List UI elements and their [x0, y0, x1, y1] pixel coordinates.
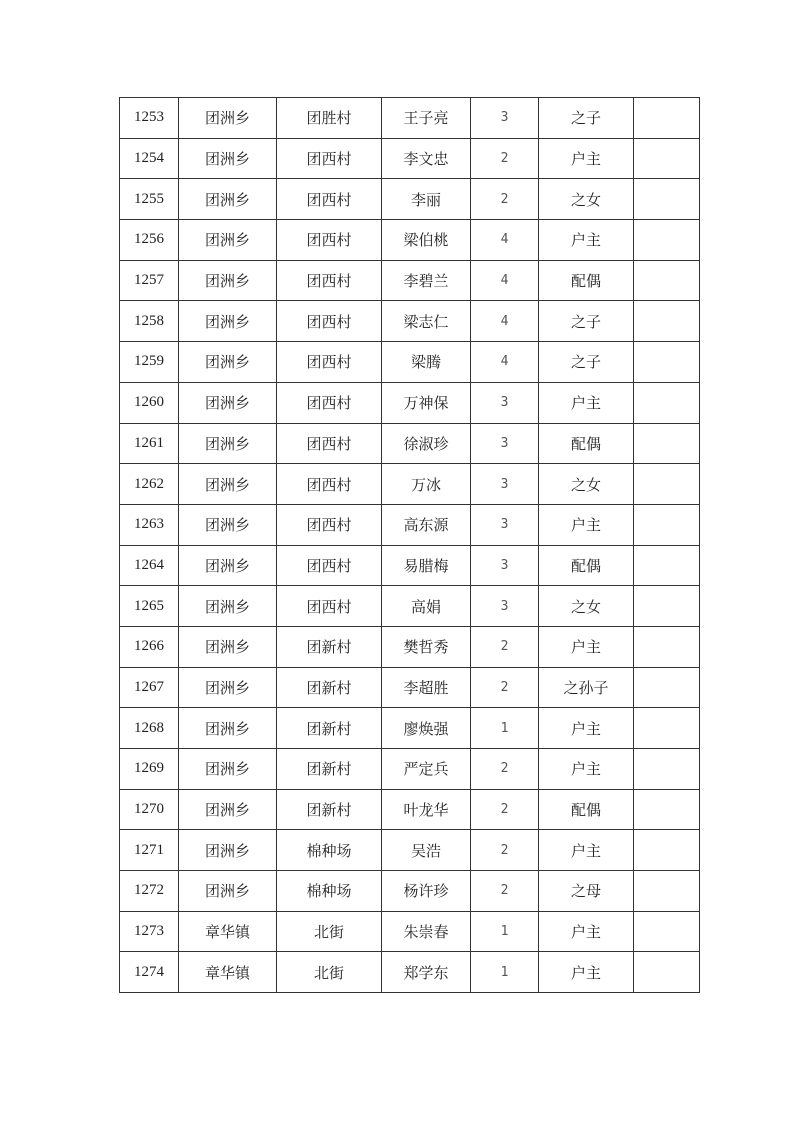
cell-household-size: 3 — [471, 586, 539, 627]
cell-household-size: 3 — [471, 504, 539, 545]
cell-household-size: 2 — [471, 626, 539, 667]
cell-note — [634, 911, 700, 952]
cell-name: 樊哲秀 — [382, 626, 471, 667]
cell-note — [634, 830, 700, 871]
cell-household-size: 2 — [471, 871, 539, 912]
cell-relation: 户主 — [539, 382, 634, 423]
cell-number: 1259 — [120, 342, 179, 383]
cell-note — [634, 464, 700, 505]
cell-number: 1260 — [120, 382, 179, 423]
roster-body — [120, 98, 700, 993]
cell-name: 梁伯桃 — [382, 220, 471, 261]
cell-number: 1272 — [120, 871, 179, 912]
cell-household-size: 4 — [471, 301, 539, 342]
cell-village: 团西村 — [277, 138, 382, 179]
cell-number: 1258 — [120, 301, 179, 342]
cell-name: 高东源 — [382, 504, 471, 545]
cell-relation: 之子 — [539, 342, 634, 383]
cell-name: 梁志仁 — [382, 301, 471, 342]
cell-relation: 之子 — [539, 301, 634, 342]
cell-note — [634, 586, 700, 627]
table-row — [120, 342, 700, 383]
cell-township: 团洲乡 — [179, 301, 277, 342]
cell-number: 1253 — [120, 98, 179, 139]
cell-township: 团洲乡 — [179, 464, 277, 505]
cell-number: 1265 — [120, 586, 179, 627]
cell-name: 李文忠 — [382, 138, 471, 179]
cell-number: 1254 — [120, 138, 179, 179]
cell-name: 吴浩 — [382, 830, 471, 871]
cell-relation: 户主 — [539, 911, 634, 952]
table-row — [120, 749, 700, 790]
cell-household-size: 3 — [471, 464, 539, 505]
table-row — [120, 871, 700, 912]
cell-number: 1269 — [120, 749, 179, 790]
cell-number: 1273 — [120, 911, 179, 952]
cell-household-size: 3 — [471, 545, 539, 586]
cell-village: 团胜村 — [277, 98, 382, 139]
table-row — [120, 98, 700, 139]
cell-household-size: 2 — [471, 830, 539, 871]
cell-name: 易腊梅 — [382, 545, 471, 586]
cell-township: 团洲乡 — [179, 504, 277, 545]
cell-name: 万冰 — [382, 464, 471, 505]
cell-village: 团新村 — [277, 708, 382, 749]
cell-township: 团洲乡 — [179, 749, 277, 790]
cell-name: 李超胜 — [382, 667, 471, 708]
cell-note — [634, 952, 700, 993]
cell-name: 严定兵 — [382, 749, 471, 790]
cell-township: 团洲乡 — [179, 423, 277, 464]
cell-relation: 配偶 — [539, 260, 634, 301]
cell-note — [634, 749, 700, 790]
cell-village: 团西村 — [277, 179, 382, 220]
table-row — [120, 545, 700, 586]
cell-household-size: 2 — [471, 789, 539, 830]
cell-number: 1262 — [120, 464, 179, 505]
cell-household-size: 1 — [471, 911, 539, 952]
table-row — [120, 667, 700, 708]
cell-village: 团西村 — [277, 504, 382, 545]
cell-number: 1267 — [120, 667, 179, 708]
cell-number: 1256 — [120, 220, 179, 261]
cell-village: 团西村 — [277, 301, 382, 342]
cell-number: 1268 — [120, 708, 179, 749]
cell-township: 团洲乡 — [179, 138, 277, 179]
table-row — [120, 220, 700, 261]
cell-number: 1257 — [120, 260, 179, 301]
table-row — [120, 179, 700, 220]
cell-household-size: 4 — [471, 260, 539, 301]
cell-village: 团西村 — [277, 382, 382, 423]
cell-note — [634, 708, 700, 749]
cell-name: 王子亮 — [382, 98, 471, 139]
cell-name: 李碧兰 — [382, 260, 471, 301]
cell-relation: 户主 — [539, 830, 634, 871]
cell-household-size: 4 — [471, 342, 539, 383]
cell-township: 团洲乡 — [179, 871, 277, 912]
cell-note — [634, 871, 700, 912]
cell-relation: 户主 — [539, 504, 634, 545]
cell-household-size: 3 — [471, 423, 539, 464]
cell-village: 团西村 — [277, 220, 382, 261]
cell-household-size: 2 — [471, 667, 539, 708]
cell-village: 北街 — [277, 952, 382, 993]
cell-name: 廖焕强 — [382, 708, 471, 749]
cell-township: 团洲乡 — [179, 342, 277, 383]
cell-village: 北街 — [277, 911, 382, 952]
cell-relation: 之子 — [539, 98, 634, 139]
cell-note — [634, 179, 700, 220]
cell-number: 1264 — [120, 545, 179, 586]
table-row — [120, 911, 700, 952]
cell-number: 1266 — [120, 626, 179, 667]
cell-relation: 户主 — [539, 952, 634, 993]
cell-relation: 之女 — [539, 586, 634, 627]
cell-township: 团洲乡 — [179, 179, 277, 220]
table-row — [120, 626, 700, 667]
cell-township: 团洲乡 — [179, 260, 277, 301]
cell-relation: 配偶 — [539, 423, 634, 464]
cell-name: 高娟 — [382, 586, 471, 627]
cell-relation: 户主 — [539, 220, 634, 261]
cell-relation: 户主 — [539, 138, 634, 179]
cell-township: 团洲乡 — [179, 220, 277, 261]
cell-note — [634, 789, 700, 830]
table-row — [120, 708, 700, 749]
cell-relation: 之女 — [539, 179, 634, 220]
cell-township: 团洲乡 — [179, 708, 277, 749]
cell-note — [634, 220, 700, 261]
table-row — [120, 464, 700, 505]
cell-village: 团新村 — [277, 626, 382, 667]
cell-household-size: 4 — [471, 220, 539, 261]
cell-village: 团新村 — [277, 667, 382, 708]
cell-name: 杨许珍 — [382, 871, 471, 912]
cell-name: 万神保 — [382, 382, 471, 423]
cell-relation: 配偶 — [539, 789, 634, 830]
cell-note — [634, 382, 700, 423]
cell-household-size: 1 — [471, 952, 539, 993]
table-row — [120, 138, 700, 179]
cell-relation: 之母 — [539, 871, 634, 912]
roster-table — [119, 97, 700, 993]
table-row — [120, 830, 700, 871]
cell-household-size: 3 — [471, 98, 539, 139]
cell-relation: 户主 — [539, 626, 634, 667]
cell-township: 章华镇 — [179, 952, 277, 993]
cell-household-size: 2 — [471, 138, 539, 179]
cell-relation: 户主 — [539, 708, 634, 749]
table-row — [120, 952, 700, 993]
cell-village: 棉种场 — [277, 871, 382, 912]
cell-note — [634, 342, 700, 383]
cell-note — [634, 301, 700, 342]
cell-township: 章华镇 — [179, 911, 277, 952]
table-row — [120, 260, 700, 301]
table-row — [120, 423, 700, 464]
cell-relation: 之女 — [539, 464, 634, 505]
cell-township: 团洲乡 — [179, 545, 277, 586]
cell-township: 团洲乡 — [179, 626, 277, 667]
cell-name: 叶龙华 — [382, 789, 471, 830]
cell-village: 团新村 — [277, 789, 382, 830]
cell-village: 棉种场 — [277, 830, 382, 871]
table-row — [120, 504, 700, 545]
cell-village: 团西村 — [277, 586, 382, 627]
cell-relation: 之孙子 — [539, 667, 634, 708]
cell-township: 团洲乡 — [179, 98, 277, 139]
cell-township: 团洲乡 — [179, 830, 277, 871]
cell-number: 1263 — [120, 504, 179, 545]
cell-number: 1270 — [120, 789, 179, 830]
cell-township: 团洲乡 — [179, 667, 277, 708]
cell-village: 团西村 — [277, 464, 382, 505]
table-row — [120, 789, 700, 830]
table-row — [120, 301, 700, 342]
cell-number: 1271 — [120, 830, 179, 871]
cell-note — [634, 545, 700, 586]
cell-name: 梁腾 — [382, 342, 471, 383]
cell-village: 团西村 — [277, 545, 382, 586]
cell-note — [634, 504, 700, 545]
cell-relation: 户主 — [539, 749, 634, 790]
cell-township: 团洲乡 — [179, 382, 277, 423]
table-row — [120, 382, 700, 423]
cell-township: 团洲乡 — [179, 789, 277, 830]
cell-note — [634, 626, 700, 667]
cell-village: 团新村 — [277, 749, 382, 790]
cell-household-size: 3 — [471, 382, 539, 423]
cell-note — [634, 423, 700, 464]
cell-note — [634, 260, 700, 301]
cell-village: 团西村 — [277, 423, 382, 464]
cell-household-size: 1 — [471, 708, 539, 749]
cell-name: 朱崇春 — [382, 911, 471, 952]
cell-household-size: 2 — [471, 749, 539, 790]
cell-note — [634, 138, 700, 179]
cell-note — [634, 98, 700, 139]
cell-village: 团西村 — [277, 342, 382, 383]
cell-household-size: 2 — [471, 179, 539, 220]
cell-relation: 配偶 — [539, 545, 634, 586]
cell-note — [634, 667, 700, 708]
cell-township: 团洲乡 — [179, 586, 277, 627]
table-row — [120, 586, 700, 627]
cell-name: 李丽 — [382, 179, 471, 220]
cell-number: 1261 — [120, 423, 179, 464]
cell-number: 1255 — [120, 179, 179, 220]
cell-name: 郑学东 — [382, 952, 471, 993]
cell-name: 徐淑珍 — [382, 423, 471, 464]
cell-village: 团西村 — [277, 260, 382, 301]
cell-number: 1274 — [120, 952, 179, 993]
